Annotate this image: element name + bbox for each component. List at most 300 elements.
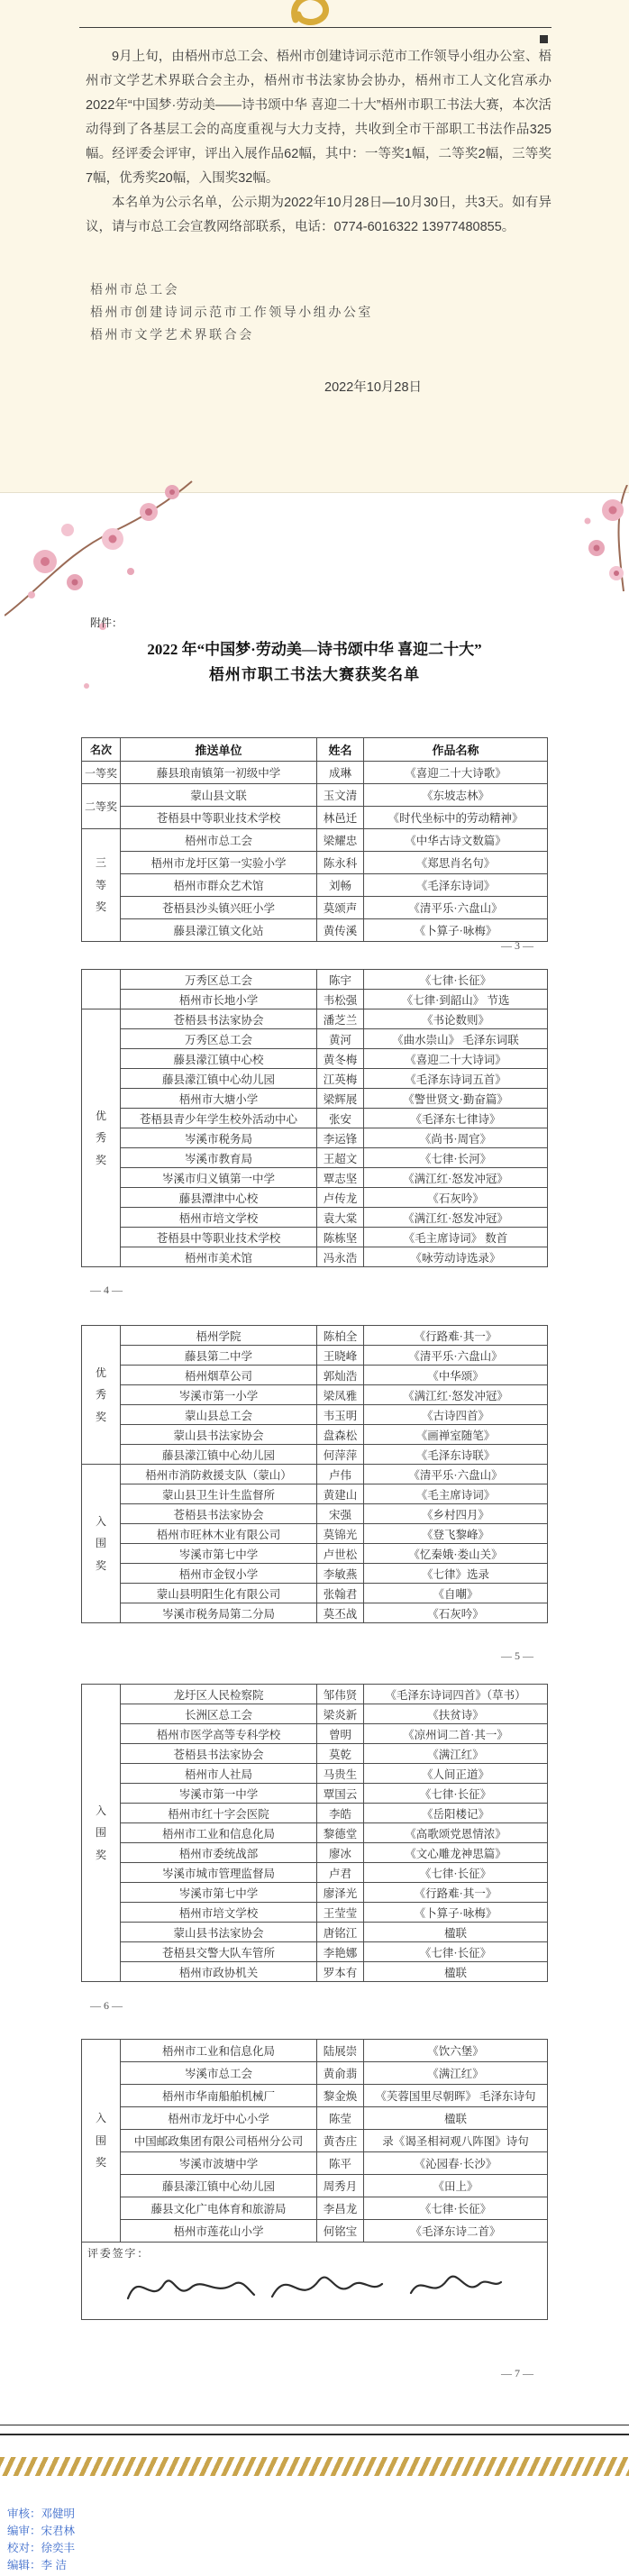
work-cell: 《人间正道》 — [364, 1764, 548, 1784]
table-row — [82, 990, 548, 1009]
unit-cell: 梧州市美术馆 — [121, 1247, 317, 1267]
unit-cell: 梧州市人社局 — [121, 1764, 317, 1784]
unit-cell: 岑溪市总工会 — [121, 2062, 317, 2085]
name-cell: 卢君 — [317, 1863, 364, 1883]
unit-cell: 藤县潭津中心校 — [121, 1188, 317, 1208]
attachment-label: 附件： — [90, 617, 123, 629]
name-cell: 陈柏全 — [317, 1326, 364, 1346]
unit-cell: 梧州市消防救援支队（蒙山） — [121, 1465, 317, 1484]
credit-line-editor: 编辑：李 洁 — [7, 2559, 67, 2571]
unit-cell: 中国邮政集团有限公司梧州分公司 — [121, 2130, 317, 2152]
name-cell: 陈宇 — [317, 970, 364, 990]
work-cell: 《清平乐·六盘山》 — [364, 1465, 548, 1484]
unit-cell: 梧州市培文学校 — [121, 1208, 317, 1228]
page-number: — 6 — — [90, 1999, 123, 2012]
table-row — [82, 1564, 548, 1584]
unit-cell: 蒙山县卫生计生监督所 — [121, 1484, 317, 1504]
unit-cell: 岑溪市城市管理监督局 — [121, 1863, 317, 1883]
unit-cell: 藤县濛江镇文化站 — [121, 919, 317, 942]
table-row — [82, 1484, 548, 1504]
table-row — [82, 1584, 548, 1603]
rank-cell: 三 等 奖 — [82, 829, 121, 942]
table-row — [82, 2197, 548, 2220]
work-cell: 《扶贫诗》 — [364, 1704, 548, 1724]
work-cell: 《毛主席诗词》 数首 — [364, 1228, 548, 1247]
name-cell: 莫丕战 — [317, 1603, 364, 1623]
unit-cell: 岑溪市教育局 — [121, 1148, 317, 1168]
footer-credits — [7, 2506, 75, 2574]
table-row — [82, 2085, 548, 2107]
work-cell: 《书论数则》 — [364, 1009, 548, 1029]
name-cell: 袁大棠 — [317, 1208, 364, 1228]
notice-body — [86, 45, 552, 240]
rank-cell: 二等奖 — [82, 784, 121, 829]
name-cell: 李艳娜 — [317, 1942, 364, 1962]
judge-signature-label: 评委签字： — [87, 2247, 150, 2260]
page-number: — 7 — — [501, 2367, 533, 2380]
table-header-cell: 姓名 — [317, 738, 364, 762]
table-header-cell: 推送单位 — [121, 738, 317, 762]
name-cell: 黄俞翡 — [317, 2062, 364, 2085]
name-cell: 马贵生 — [317, 1764, 364, 1784]
unit-cell: 梧州市总工会 — [121, 829, 317, 852]
name-cell: 王晓峰 — [317, 1346, 364, 1366]
table-row — [82, 1544, 548, 1564]
table-row — [82, 1863, 548, 1883]
credit-line-chief-editor: 编审：宋君林 — [7, 2525, 76, 2537]
table-row — [82, 2040, 548, 2062]
corner-square-mark — [540, 35, 548, 43]
table-row — [82, 1883, 548, 1903]
unit-cell: 龙圩区人民检察院 — [121, 1685, 317, 1704]
credit-line-reviewer: 审核：邓健明 — [7, 2507, 76, 2520]
name-cell: 唐铭江 — [317, 1923, 364, 1942]
name-cell: 陈平 — [317, 2152, 364, 2175]
gold-stripe-band — [0, 2457, 629, 2476]
name-cell: 黄杏庄 — [317, 2130, 364, 2152]
unit-cell: 苍梧县青少年学生校外活动中心 — [121, 1109, 317, 1128]
rank-cell: 入 围 奖 — [82, 2040, 121, 2243]
work-cell: 《乡村四月》 — [364, 1504, 548, 1524]
table-row — [82, 1744, 548, 1764]
name-cell: 莫锦光 — [317, 1524, 364, 1544]
name-cell: 廖泽光 — [317, 1883, 364, 1903]
table-row — [82, 1069, 548, 1089]
name-cell: 韦松强 — [317, 990, 364, 1009]
table-row — [82, 1009, 548, 1029]
name-cell: 莫乾 — [317, 1744, 364, 1764]
work-cell: 《芙蓉国里尽朝晖》 毛泽东诗句 — [364, 2085, 548, 2107]
table-row — [82, 2152, 548, 2175]
table-row — [82, 1247, 548, 1267]
unit-cell: 长洲区总工会 — [121, 1704, 317, 1724]
unit-cell: 苍梧县书法家协会 — [121, 1504, 317, 1524]
work-cell: 《毛泽东七律诗》 — [364, 1109, 548, 1128]
signer-line: 梧州市总工会 — [90, 284, 180, 297]
award-table — [81, 737, 548, 942]
work-cell: 《卜算子·咏梅》 — [364, 919, 548, 942]
work-cell: 《饮六堡》 — [364, 2040, 548, 2062]
work-cell: 《满江红》 — [364, 1744, 548, 1764]
rank-cell: 入 围 奖 — [82, 1465, 121, 1623]
signer-line: 梧州市创建诗词示范市工作领导小组办公室 — [90, 306, 373, 320]
unit-cell: 苍梧县交警大队车管所 — [121, 1942, 317, 1962]
table-row — [82, 762, 548, 784]
table-row — [82, 1784, 548, 1804]
work-cell: 《七律》选录 — [364, 1564, 548, 1584]
award-table — [81, 2039, 548, 2320]
work-cell: 《毛泽东诗二首》 — [364, 2220, 548, 2243]
work-cell: 《毛泽东诗词》 — [364, 874, 548, 897]
work-cell: 《咏劳动诗选录》 — [364, 1247, 548, 1267]
name-cell: 何萍萍 — [317, 1445, 364, 1465]
unit-cell: 梧州市工业和信息化局 — [121, 1823, 317, 1843]
table-row — [82, 970, 548, 990]
table-header-row — [82, 738, 548, 762]
unit-cell: 苍梧县中等职业技术学校 — [121, 1228, 317, 1247]
name-cell: 成琳 — [317, 762, 364, 784]
table-row — [82, 1903, 548, 1923]
work-cell: 《沁园春·长沙》 — [364, 2152, 548, 2175]
work-cell: 《郑思肖名句》 — [364, 852, 548, 874]
work-cell: 《行路难·其一》 — [364, 1883, 548, 1903]
work-cell: 《清平乐·六盘山》 — [364, 1346, 548, 1366]
table-row — [82, 1029, 548, 1049]
page-number: — 5 — — [501, 1649, 533, 1662]
unit-cell: 苍梧县书法家协会 — [121, 1009, 317, 1029]
award-table-page-3 — [81, 1325, 548, 1623]
name-cell: 何铭宝 — [317, 2220, 364, 2243]
unit-cell: 梧州市长地小学 — [121, 990, 317, 1009]
award-table-page-2 — [81, 969, 548, 1267]
name-cell: 林邑迁 — [317, 807, 364, 829]
table-row — [82, 784, 548, 807]
unit-cell: 岑溪市归义镇第一中学 — [121, 1168, 317, 1188]
name-cell: 李敏燕 — [317, 1564, 364, 1584]
name-cell: 韦玉明 — [317, 1405, 364, 1425]
table-row — [82, 1524, 548, 1544]
work-cell: 《满江红》 — [364, 2062, 548, 2085]
table-row — [82, 1188, 548, 1208]
table-row — [82, 1208, 548, 1228]
work-cell: 《满江红·怒发冲冠》 — [364, 1208, 548, 1228]
work-cell: 楹联 — [364, 1923, 548, 1942]
name-cell: 陈永科 — [317, 852, 364, 874]
unit-cell: 梧州市龙圩区第一实验小学 — [121, 852, 317, 874]
work-cell: 《满江红·怒发冲冠》 — [364, 1385, 548, 1405]
table-row — [82, 1962, 548, 1982]
name-cell: 王莹莹 — [317, 1903, 364, 1923]
name-cell: 黄建山 — [317, 1484, 364, 1504]
header-rule — [79, 27, 552, 28]
unit-cell: 藤县濛江镇中心幼儿园 — [121, 1445, 317, 1465]
work-cell: 《时代坐标中的劳动精神》 — [364, 807, 548, 829]
footer-rule-thick — [0, 2434, 629, 2435]
table-row — [82, 919, 548, 942]
table-row — [82, 1228, 548, 1247]
unit-cell: 万秀区总工会 — [121, 1029, 317, 1049]
unit-cell: 梧州学院 — [121, 1326, 317, 1346]
name-cell: 李运锋 — [317, 1128, 364, 1148]
work-cell: 《石灰吟》 — [364, 1603, 548, 1623]
table-row — [82, 1504, 548, 1524]
unit-cell: 梧州市培文学校 — [121, 1903, 317, 1923]
name-cell: 李皓 — [317, 1804, 364, 1823]
unit-cell: 梧州市旺林木业有限公司 — [121, 1524, 317, 1544]
award-table — [81, 1684, 548, 1982]
work-cell: 《画禅室随笔》 — [364, 1425, 548, 1445]
name-cell: 黎金焕 — [317, 2085, 364, 2107]
work-cell: 《七律·长征》 — [364, 1784, 548, 1804]
table-row — [82, 1465, 548, 1484]
name-cell: 卢世松 — [317, 1544, 364, 1564]
unit-cell: 蒙山县明阳生化有限公司 — [121, 1584, 317, 1603]
rank-cell: 入 围 奖 — [82, 1685, 121, 1982]
name-cell: 玉文清 — [317, 784, 364, 807]
work-cell: 楹联 — [364, 1962, 548, 1982]
name-cell: 冯永浩 — [317, 1247, 364, 1267]
name-cell: 黄传溪 — [317, 919, 364, 942]
name-cell: 梁炎新 — [317, 1704, 364, 1724]
table-row — [82, 1128, 548, 1148]
table-row — [82, 1168, 548, 1188]
work-cell: 《忆秦娥·娄山关》 — [364, 1544, 548, 1564]
unit-cell: 蒙山县总工会 — [121, 1405, 317, 1425]
table-row — [82, 1385, 548, 1405]
work-cell: 《七律·长征》 — [364, 1942, 548, 1962]
work-cell: 《田上》 — [364, 2175, 548, 2197]
work-cell: 《毛泽东诗联》 — [364, 1445, 548, 1465]
name-cell: 黎德堂 — [317, 1823, 364, 1843]
work-cell: 《七律·长征》 — [364, 970, 548, 990]
unit-cell: 梧州市政协机关 — [121, 1962, 317, 1982]
table-header-cell: 名次 — [82, 738, 121, 762]
award-table — [81, 1325, 548, 1623]
unit-cell: 苍梧县沙头镇兴旺小学 — [121, 897, 317, 919]
unit-cell: 梧州市红十字会医院 — [121, 1804, 317, 1823]
unit-cell: 梧州市莲花山小学 — [121, 2220, 317, 2243]
table-row — [82, 1724, 548, 1744]
name-cell: 陈栋坚 — [317, 1228, 364, 1247]
table-row — [82, 897, 548, 919]
name-cell: 张翰君 — [317, 1584, 364, 1603]
notice-section — [0, 0, 629, 493]
notice-paragraph-1: 9月上旬，由梧州市总工会、梧州市创建诗词示范市工作领导小组办公室、梧州市文学艺术界联合会主办，梧州市书法家协会协办，梧州市工人文化宫承办2022年“中国梦·劳动美——诗书颂中华 喜迎二十大”梧州市职工书法大赛，本次活动得到了各基层工会的高度重视与大力支持，共收到全市干部职工书法作品325幅。经评委会评审，评出入展作品62幅，其中：一等奖1幅，二等奖2幅，三等奖7幅，优秀奖20幅，入围奖32幅。 — [86, 50, 552, 186]
work-cell: 《七律·长征》 — [364, 2197, 548, 2220]
page-number: — 4 — — [90, 1283, 123, 1296]
work-cell: 《文心雕龙神思篇》 — [364, 1843, 548, 1863]
work-cell: 《岳阳楼记》 — [364, 1804, 548, 1823]
unit-cell: 藤县琅南镇第一初级中学 — [121, 762, 317, 784]
award-title-line-2: 梧州市职工书法大赛获奖名单 — [208, 666, 421, 683]
name-cell: 廖冰 — [317, 1843, 364, 1863]
unit-cell: 蒙山县书法家协会 — [121, 1425, 317, 1445]
table-row — [82, 1445, 548, 1465]
name-cell: 卢传龙 — [317, 1188, 364, 1208]
table-row — [82, 2130, 548, 2152]
table-row — [82, 1089, 548, 1109]
judge-signature-row — [82, 2243, 548, 2320]
unit-cell: 岑溪市第七中学 — [121, 1544, 317, 1564]
table-row — [82, 2175, 548, 2197]
name-cell: 刘畅 — [317, 874, 364, 897]
table-header-cell: 作品名称 — [364, 738, 548, 762]
award-title-line-1: 2022 年“中国梦·劳动美—诗书颂中华 喜迎二十大” — [147, 641, 482, 658]
unit-cell: 岑溪市第七中学 — [121, 1883, 317, 1903]
unit-cell: 梧州市医学高等专科学校 — [121, 1724, 317, 1744]
name-cell: 卢伟 — [317, 1465, 364, 1484]
name-cell: 罗本有 — [317, 1962, 364, 1982]
rank-cell — [82, 970, 121, 1009]
name-cell: 覃志坚 — [317, 1168, 364, 1188]
name-cell: 黄河 — [317, 1029, 364, 1049]
work-cell: 《行路难·其一》 — [364, 1326, 548, 1346]
table-row — [82, 1109, 548, 1128]
table-row — [82, 1843, 548, 1863]
unit-cell: 藤县濛江镇中心校 — [121, 1049, 317, 1069]
unit-cell: 梧州市大塘小学 — [121, 1089, 317, 1109]
unit-cell: 梧州市群众艺术馆 — [121, 874, 317, 897]
name-cell: 潘芝兰 — [317, 1009, 364, 1029]
name-cell: 李昌龙 — [317, 2197, 364, 2220]
unit-cell: 岑溪市波塘中学 — [121, 2152, 317, 2175]
unit-cell: 岑溪市税务局第二分局 — [121, 1603, 317, 1623]
unit-cell: 藤县第二中学 — [121, 1346, 317, 1366]
table-row — [82, 1049, 548, 1069]
work-cell: 《凉州词二首·其一》 — [364, 1724, 548, 1744]
work-cell: 录《谒圣相祠观八阵图》诗句 — [364, 2130, 548, 2152]
name-cell: 黄冬梅 — [317, 1049, 364, 1069]
table-row — [82, 1148, 548, 1168]
name-cell: 梁凤雅 — [317, 1385, 364, 1405]
unit-cell: 梧州市工业和信息化局 — [121, 2040, 317, 2062]
work-cell: 《喜迎二十大诗歌》 — [364, 762, 548, 784]
table-row — [82, 1942, 548, 1962]
work-cell: 《七律·长河》 — [364, 1148, 548, 1168]
rank-cell: 一等奖 — [82, 762, 121, 784]
table-row — [82, 1603, 548, 1623]
unit-cell: 藤县濛江镇中心幼儿园 — [121, 1069, 317, 1089]
unit-cell: 岑溪市税务局 — [121, 1128, 317, 1148]
unit-cell: 苍梧县中等职业技术学校 — [121, 807, 317, 829]
table-row — [82, 1704, 548, 1724]
work-cell: 《古诗四首》 — [364, 1405, 548, 1425]
award-table-page-5 — [81, 2039, 548, 2320]
name-cell: 盘森松 — [317, 1425, 364, 1445]
name-cell: 梁耀忠 — [317, 829, 364, 852]
work-cell: 《毛泽东诗词五首》 — [364, 1069, 548, 1089]
rank-cell: 优 秀 奖 — [82, 1326, 121, 1465]
signer-line: 梧州市文学艺术界联合会 — [90, 329, 254, 343]
work-cell: 《自嘲》 — [364, 1584, 548, 1603]
work-cell: 《石灰吟》 — [364, 1188, 548, 1208]
unit-cell: 梧州市委统战部 — [121, 1843, 317, 1863]
unit-cell: 梧州市金钗小学 — [121, 1564, 317, 1584]
blossom-decoration-left — [5, 476, 194, 634]
work-cell: 《毛泽东诗词四首》（草书） — [364, 1685, 548, 1704]
name-cell: 张安 — [317, 1109, 364, 1128]
table-row — [82, 1804, 548, 1823]
unit-cell: 梧州市华南船舶机械厂 — [121, 2085, 317, 2107]
award-table-page-1 — [81, 737, 548, 942]
unit-cell: 万秀区总工会 — [121, 970, 317, 990]
table-row — [82, 829, 548, 852]
page-number: — 3 — — [501, 939, 533, 952]
table-row — [82, 2220, 548, 2243]
name-cell: 梁辉展 — [317, 1089, 364, 1109]
name-cell: 江英梅 — [317, 1069, 364, 1089]
table-row — [82, 1346, 548, 1366]
unit-cell: 藤县文化广电体育和旅游局 — [121, 2197, 317, 2220]
unit-cell: 梧州烟草公司 — [121, 1366, 317, 1385]
work-cell: 楹联 — [364, 2107, 548, 2130]
unit-cell: 蒙山县书法家协会 — [121, 1923, 317, 1942]
judge-signatures-handwriting — [121, 2261, 508, 2313]
name-cell: 陆展崇 — [317, 2040, 364, 2062]
table-row — [82, 2107, 548, 2130]
name-cell: 陈莹 — [317, 2107, 364, 2130]
award-table — [81, 969, 548, 1267]
table-row — [82, 852, 548, 874]
unit-cell: 蒙山县文联 — [121, 784, 317, 807]
unit-cell: 藤县濛江镇中心幼儿园 — [121, 2175, 317, 2197]
work-cell: 《毛主席诗词》 — [364, 1484, 548, 1504]
unit-cell: 苍梧县书法家协会 — [121, 1744, 317, 1764]
name-cell: 周秀月 — [317, 2175, 364, 2197]
work-cell: 《卜算子·咏梅》 — [364, 1903, 548, 1923]
judge-signature-cell — [82, 2243, 548, 2320]
table-row — [82, 1923, 548, 1942]
work-cell: 《登飞黎峰》 — [364, 1524, 548, 1544]
work-cell: 《警世贤文·勤奋篇》 — [364, 1089, 548, 1109]
work-cell: 《中华颂》 — [364, 1366, 548, 1385]
work-cell: 《高歌颂党恩情浓》 — [364, 1823, 548, 1843]
name-cell: 宋强 — [317, 1504, 364, 1524]
name-cell: 覃国云 — [317, 1784, 364, 1804]
signing-organizations — [90, 279, 373, 347]
name-cell: 莫颂声 — [317, 897, 364, 919]
name-cell: 曾明 — [317, 1724, 364, 1744]
work-cell: 《尚书·周官》 — [364, 1128, 548, 1148]
rank-cell: 优 秀 奖 — [82, 1009, 121, 1267]
work-cell: 《清平乐·六盘山》 — [364, 897, 548, 919]
credit-line-proofreader: 校对：徐奕丰 — [7, 2542, 76, 2554]
work-cell: 《满江红·怒发冲冠》 — [364, 1168, 548, 1188]
table-row — [82, 1405, 548, 1425]
award-table-page-4 — [81, 1684, 548, 1982]
notice-paragraph-2: 本名单为公示名单，公示期为2022年10月28日—10月30日，共3天。如有异议，请与市总工会宣教网络部联系，电话：0774-6016322 13977480855。 — [86, 196, 552, 234]
table-row — [82, 1425, 548, 1445]
work-cell: 《东坡志林》 — [364, 784, 548, 807]
work-cell: 《喜迎二十大诗词》 — [364, 1049, 548, 1069]
table-row — [82, 1685, 548, 1704]
table-row — [82, 1366, 548, 1385]
table-row — [82, 1326, 548, 1346]
notice-date: 2022年10月28日 — [324, 380, 423, 395]
name-cell: 郭灿浩 — [317, 1366, 364, 1385]
table-row — [82, 807, 548, 829]
work-cell: 《七律·到韶山》 节选 — [364, 990, 548, 1009]
table-row — [82, 874, 548, 897]
unit-cell: 岑溪市第一中学 — [121, 1784, 317, 1804]
name-cell: 王超文 — [317, 1148, 364, 1168]
name-cell: 邹伟贤 — [317, 1685, 364, 1704]
blossom-decoration-right — [579, 485, 629, 598]
unit-cell: 岑溪市第一小学 — [121, 1385, 317, 1405]
table-row — [82, 1823, 548, 1843]
work-cell: 《曲水崇山》 毛泽东词联 — [364, 1029, 548, 1049]
work-cell: 《中华古诗文数篇》 — [364, 829, 548, 852]
